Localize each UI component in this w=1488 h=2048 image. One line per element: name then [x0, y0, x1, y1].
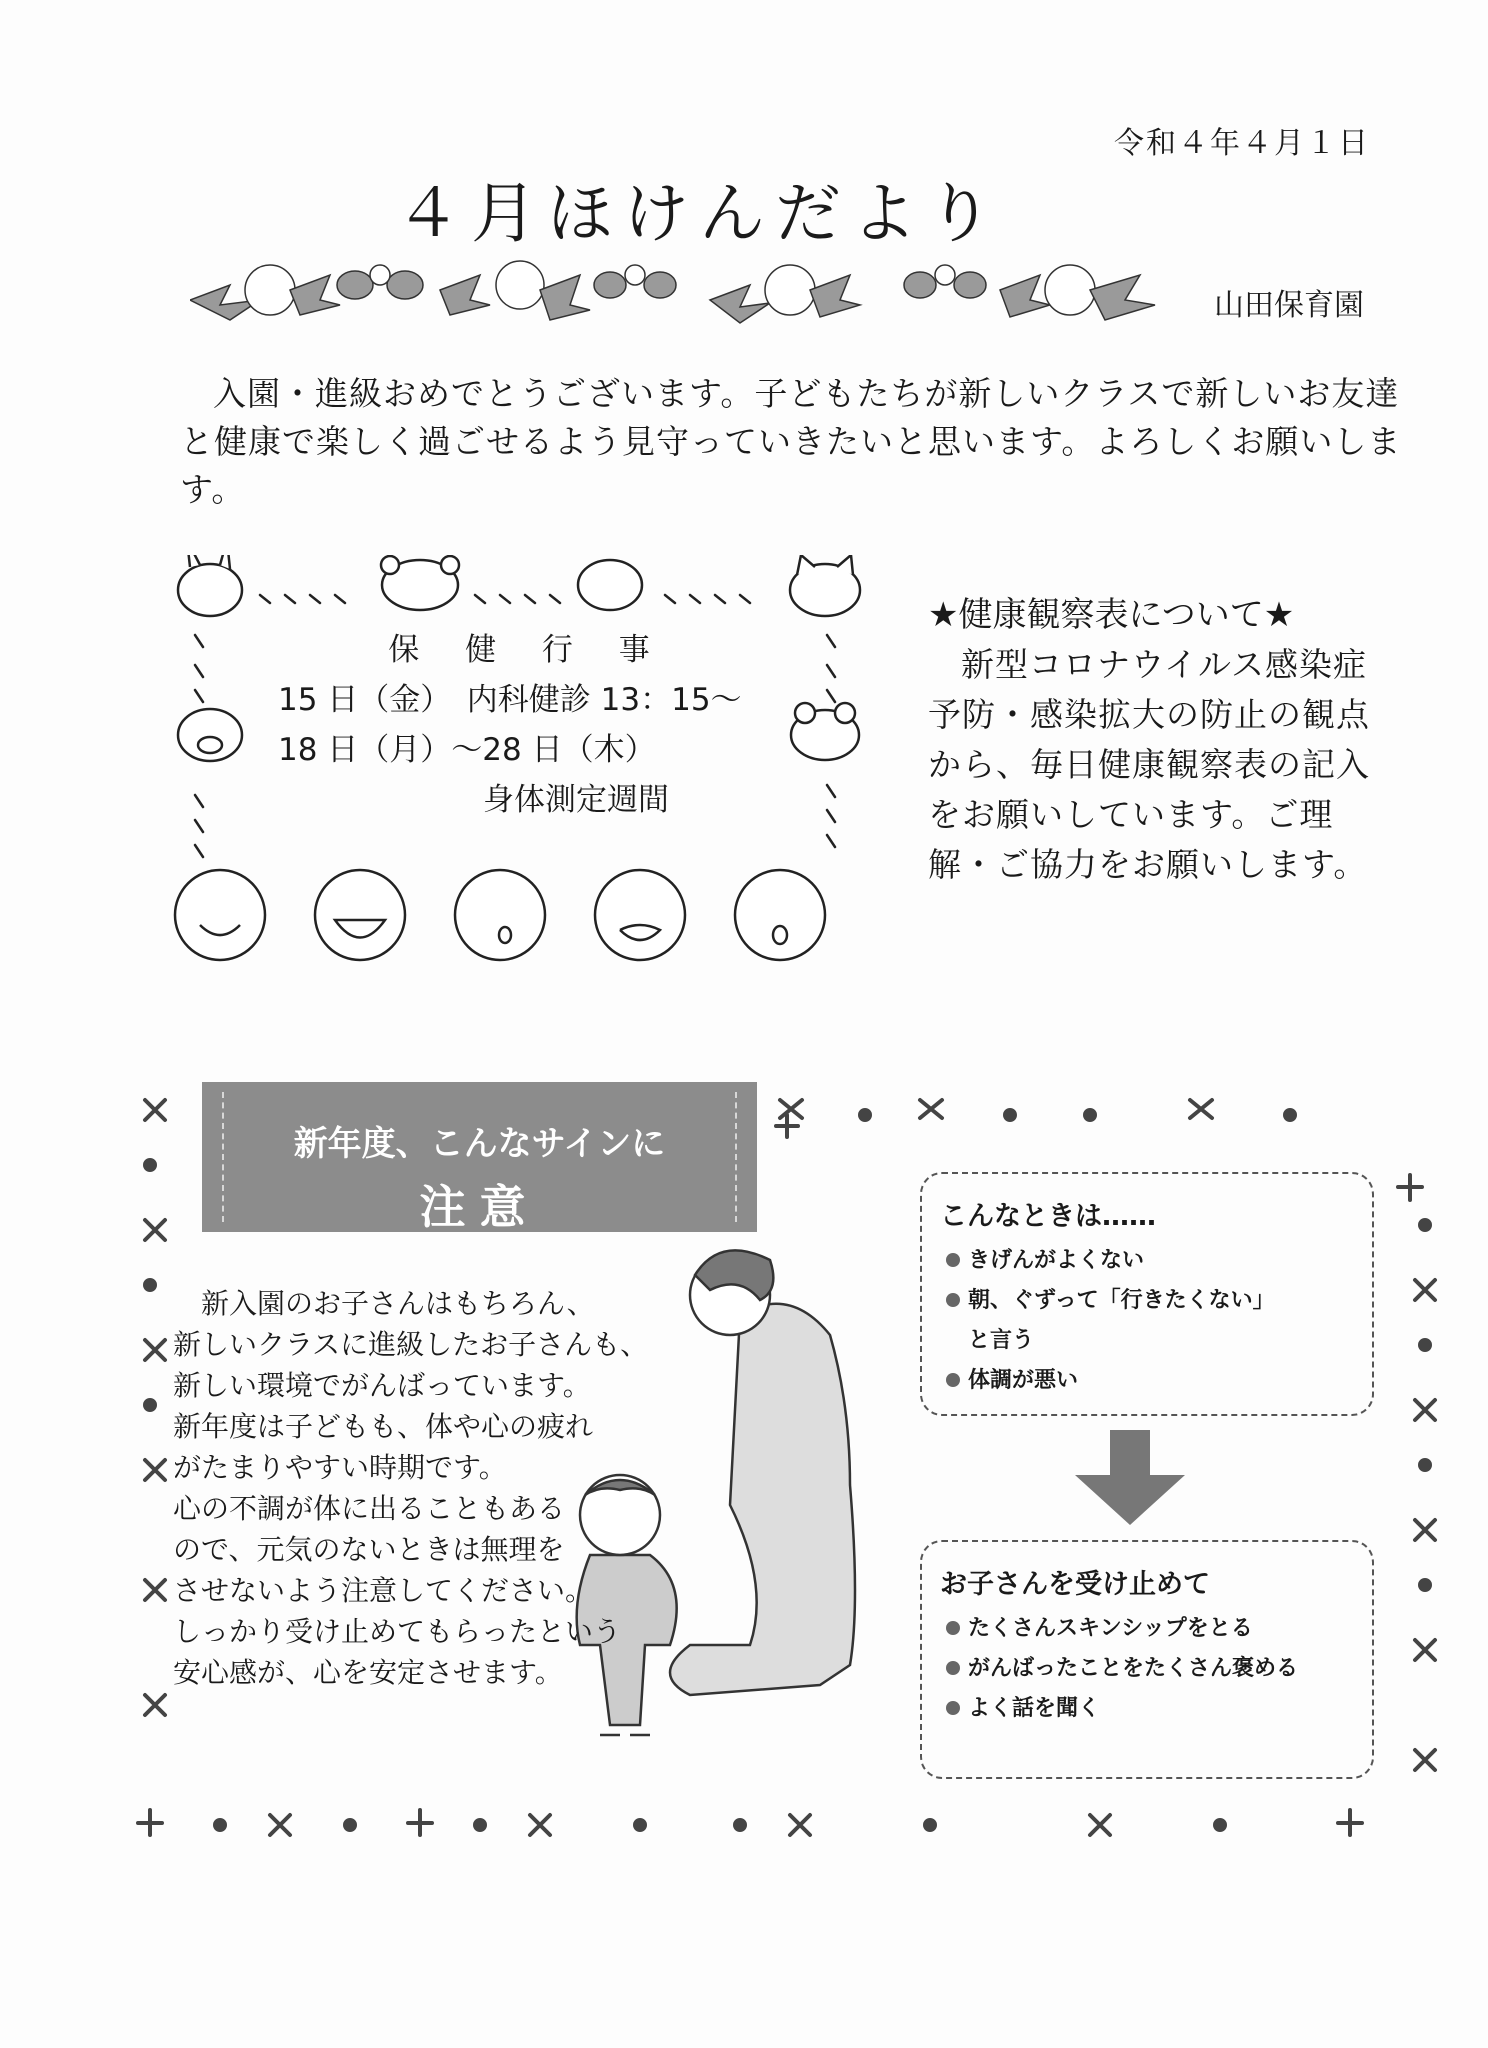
- cross-ornament-icon: [145, 1100, 165, 1120]
- paragraph-line: しっかり受け止めてもらったという: [173, 1615, 622, 1648]
- flower-icon: [440, 261, 590, 320]
- when-heading: こんなときは……: [940, 1201, 1156, 1232]
- bullet-icon: [946, 1701, 960, 1715]
- cross-ornament-icon: [530, 1815, 550, 1835]
- schedule-heading: 保 健 行 事: [388, 632, 668, 668]
- list-item: きげんがよくない: [946, 1241, 1372, 1281]
- cross-ornament-icon: [145, 1580, 165, 1600]
- list-item: がんばったことをたくさん褒める: [946, 1649, 1372, 1689]
- paragraph-line: 新年度は子どもも、体や心の疲れ: [173, 1410, 594, 1443]
- school-name: 山田保育園: [1214, 288, 1364, 323]
- flower-icon: [190, 265, 340, 320]
- paragraph-line: ので、元気のないときは無理を: [173, 1533, 565, 1566]
- paragraph-line: 新しいクラスに進級したお子さんも、: [173, 1328, 649, 1361]
- child-face-icon: [315, 870, 405, 960]
- greeting-paragraph: 入園・進級おめでとうございます。子どもたちが新しいクラスで新しいお友達と健康で楽しく過ごせるよう見守っていきたいと思います。よろしくお願いします。: [180, 374, 1402, 509]
- cross-ornament-icon: [145, 1220, 165, 1240]
- cross-ornament-icon: [1415, 1400, 1435, 1420]
- flower-butterfly-garland: [190, 245, 1160, 335]
- notice-heading: ★健康観察表について★: [928, 595, 1295, 635]
- paragraph-line: 安心感が、心を安定させます。: [173, 1656, 563, 1689]
- bullet-icon: [946, 1621, 960, 1635]
- notice-body: 新型コロナウイルス感染症予防・感染拡大の防止の観点から、毎日健康観察表の記入をお願いしています。ご理解・ご協力をお願いします。: [928, 645, 1370, 884]
- cross-ornament-icon: [1415, 1520, 1435, 1540]
- newsletter-title: ４月ほけんだより: [395, 175, 1003, 252]
- response-box: [920, 1540, 1374, 1779]
- signs-banner: [202, 1082, 757, 1232]
- butterfly-icon: [594, 265, 676, 298]
- child-face-icon: [735, 870, 825, 960]
- cross-ornament-icon: [1415, 1280, 1435, 1300]
- cat-face-icon: [790, 555, 860, 616]
- flower-icon: [710, 265, 860, 323]
- butterfly-icon: [904, 265, 986, 298]
- health-observation-notice: [928, 590, 1398, 890]
- plus-ornament-icon: [138, 1810, 162, 1835]
- list-item: よく話を聞く: [946, 1689, 1372, 1729]
- flower-icon: [1000, 265, 1155, 320]
- paragraph-line: 心の不調が体に出ることもある: [173, 1492, 566, 1525]
- schedule-row: 身体測定週間: [483, 782, 669, 818]
- cross-ornament-icon: [145, 1340, 165, 1360]
- banner-title: 注意: [419, 1180, 540, 1234]
- list-item: 体調が悪い: [946, 1361, 1372, 1401]
- paragraph-line: 新入園のお子さんはもちろん、: [201, 1287, 595, 1320]
- cross-ornament-icon: [780, 1100, 802, 1118]
- butterfly-icon: [337, 265, 423, 299]
- rabbit-face-icon: [178, 555, 242, 616]
- cross-ornament-icon: [145, 1460, 165, 1480]
- bear-face-icon: [381, 556, 459, 610]
- list-item: 朝、ぐずって「行きたくない」 と言う: [946, 1281, 1372, 1361]
- plus-ornament-icon: [1338, 1810, 1362, 1835]
- cross-ornament-icon: [1190, 1100, 1212, 1118]
- plus-ornament-icon: [1398, 1175, 1422, 1200]
- list-item: たくさんスキンシップをとる: [946, 1609, 1372, 1649]
- paragraph-line: 新しい環境でがんばっています。: [173, 1369, 591, 1402]
- cross-ornament-icon: [1415, 1640, 1435, 1660]
- banner-subtitle: 新年度、こんなサインに: [293, 1124, 666, 1164]
- list-item-continuation: と言う: [968, 1328, 1035, 1353]
- bullet-icon: [946, 1253, 960, 1267]
- paragraph-line: がたまりやすい時期です。: [173, 1451, 507, 1484]
- crying-child-face-icon: [595, 870, 685, 960]
- bullet-icon: [946, 1661, 960, 1675]
- paragraph-line: させないよう注意してください。: [173, 1574, 594, 1607]
- cross-ornament-icon: [790, 1815, 810, 1835]
- cross-ornament-icon: [1090, 1815, 1110, 1835]
- response-heading: お子さんを受け止めて: [940, 1569, 1210, 1600]
- arrow-down-icon: [1075, 1430, 1185, 1525]
- when-box: [920, 1172, 1374, 1416]
- chick-face-icon: [578, 560, 642, 610]
- pig-face-icon: [178, 709, 242, 761]
- cross-ornament-icon: [270, 1815, 290, 1835]
- cross-ornament-icon: [920, 1100, 942, 1118]
- signs-paragraph: [173, 1283, 693, 1693]
- child-face-icon: [455, 870, 545, 960]
- plus-ornament-icon: [408, 1810, 432, 1835]
- bullet-icon: [946, 1293, 960, 1307]
- schedule-row: 18 日（月）～28 日（木）: [278, 732, 656, 768]
- issue-date: 令和４年４月１日: [1114, 126, 1370, 161]
- bullet-icon: [946, 1373, 960, 1387]
- schedule-row: 15 日（金） 内科健診 13：15～: [278, 682, 742, 718]
- health-schedule: [278, 625, 818, 825]
- child-face-icon: [175, 870, 265, 960]
- cross-ornament-icon: [145, 1695, 165, 1715]
- cross-ornament-icon: [1415, 1750, 1435, 1770]
